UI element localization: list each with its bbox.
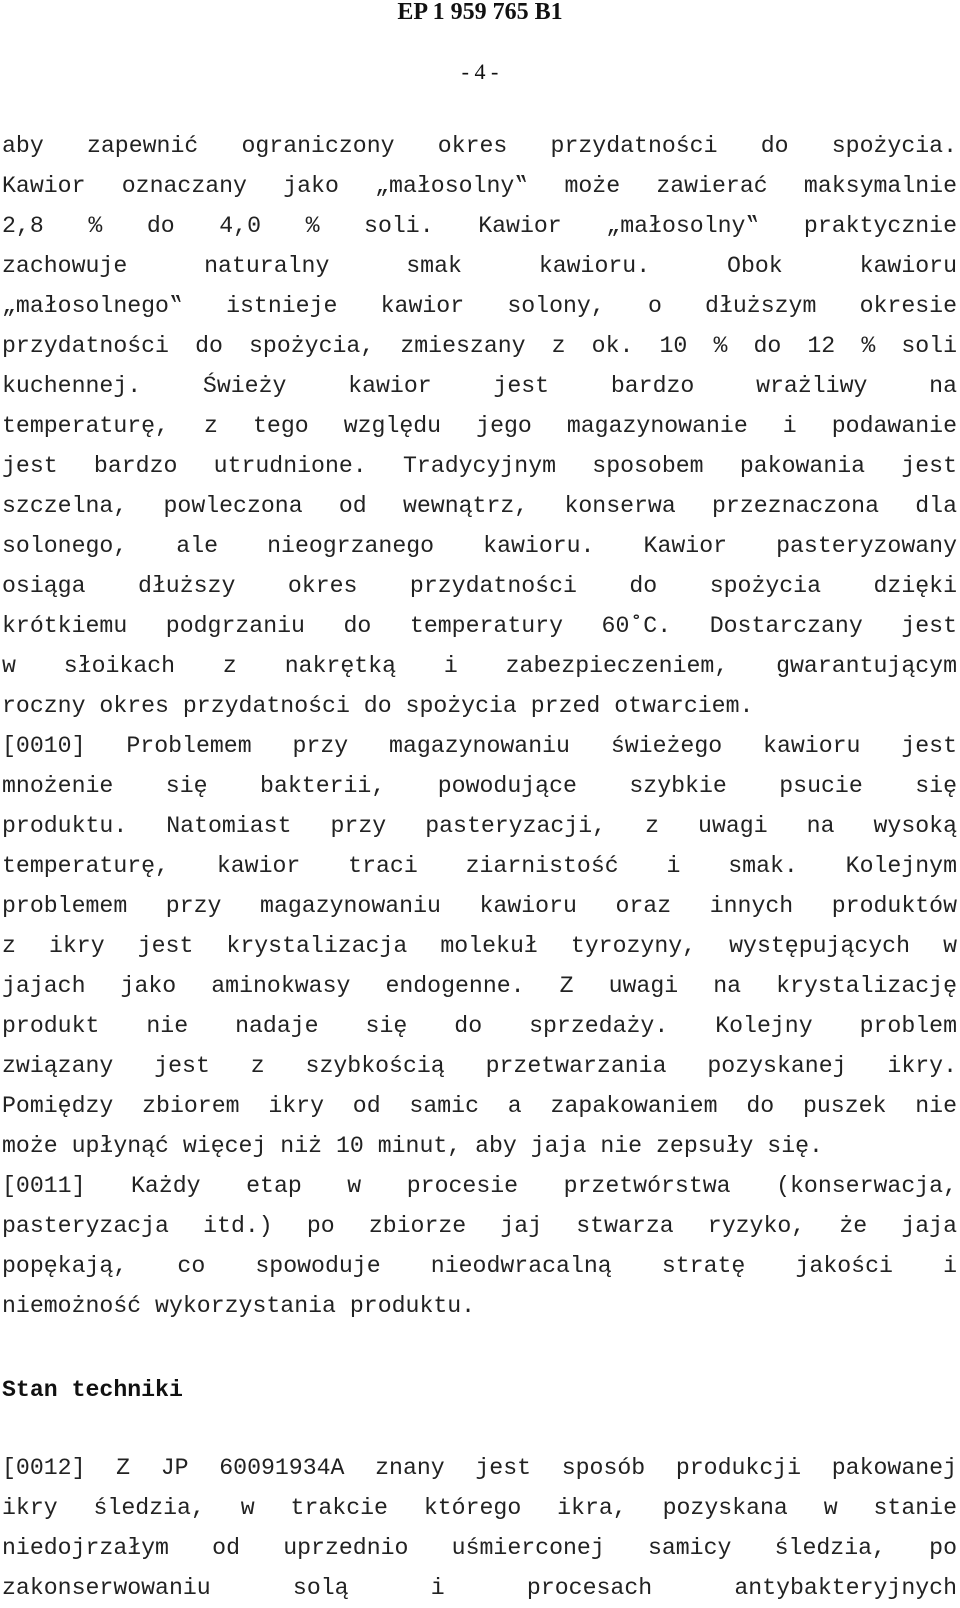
text-line: „małosolnego‟ istnieje kawior solony, o dłuższym okresie (2, 293, 957, 319)
text-line: Kawior oznaczany jako „małosolny‟ może zawierać maksymalnie (2, 173, 957, 199)
text-line: [0010] Problemem przy magazynowaniu świeżego kawioru jest (2, 733, 957, 759)
document-header: EP 1 959 765 B1 (397, 0, 563, 25)
section-heading: Stan techniki (2, 1377, 183, 1403)
text-line: zakonserwowaniu solą i procesach antybakteryjnych (2, 1575, 957, 1601)
paragraph-block-prior-art (2, 1448, 957, 1608)
text-line: popękają, co spowoduje nieodwracalną stratę jakości i (2, 1253, 957, 1279)
text-line: niemożność wykorzystania produktu. (2, 1293, 476, 1319)
text-line: produktu. Natomiast przy pasteryzacji, z uwagi na wysoką (2, 813, 957, 839)
text-line: mnożenie się bakterii, powodujące szybkie psucie się (2, 773, 957, 799)
text-line: produkt nie nadaje się do sprzedaży. Kolejny problem (2, 1013, 957, 1039)
text-line: ikry śledzia, w trakcie którego ikra, pozyskana w stanie (2, 1495, 957, 1521)
text-line: może upłynąć więcej niż 10 minut, aby jaja nie zepsuły się. (2, 1133, 823, 1159)
text-line: przydatności do spożycia, zmieszany z ok. 10 % do 12 % soli (2, 333, 957, 359)
text-line: osiąga dłuższy okres przydatności do spożycia dzięki (2, 573, 957, 599)
page-number: - 4 - (461, 59, 499, 84)
text-line: szczelna, powleczona od wewnątrz, konserwa przeznaczona dla (2, 493, 957, 519)
text-line: jest bardzo utrudnione. Tradycyjnym sposobem pakowania jest (2, 453, 957, 479)
text-line: z ikry jest krystalizacja molekuł tyrozyny, występujących w (2, 933, 957, 959)
text-line: Pomiędzy zbiorem ikry od samic a zapakowaniem do puszek nie (2, 1093, 957, 1119)
text-line: roczny okres przydatności do spożycia przed otwarciem. (2, 693, 754, 719)
text-line: niedojrzałym od uprzednio uśmierconej samicy śledzia, po (2, 1535, 957, 1561)
text-line: solonego, ale nieogrzanego kawioru. Kawior pasteryzowany (2, 533, 957, 559)
text-line: krótkiemu podgrzaniu do temperatury 60˚C. Dostarczany jest (2, 613, 957, 639)
text-line: zachowuje naturalny smak kawioru. Obok kawioru (2, 253, 957, 279)
text-line: w słoikach z nakrętką i zabezpieczeniem, gwarantującym (2, 653, 957, 679)
text-line: problemem przy magazynowaniu kawioru oraz innych produktów (2, 893, 957, 919)
paragraph-block-main (2, 126, 957, 1326)
text-line: aby zapewnić ograniczony okres przydatności do spożycia. (2, 133, 957, 159)
text-line: pasteryzacja itd.) po zbiorze jaj stwarza ryzyko, że jaja (2, 1213, 957, 1239)
text-line: [0011] Każdy etap w procesie przetwórstwa (konserwacja, (2, 1173, 957, 1199)
text-line: temperaturę, z tego względu jego magazynowanie i podawanie (2, 413, 957, 439)
text-line: [0012] Z JP 60091934A znany jest sposób produkcji pakowanej (2, 1455, 957, 1481)
text-line: 2,8 % do 4,0 % soli. Kawior „małosolny‟ praktycznie (2, 213, 957, 239)
text-line: kuchennej. Świeży kawior jest bardzo wrażliwy na (2, 373, 957, 399)
text-line: jajach jako aminokwasy endogenne. Z uwagi na krystalizację (2, 973, 957, 999)
text-line: temperaturę, kawior traci ziarnistość i smak. Kolejnym (2, 853, 957, 879)
text-line: związany jest z szybkością przetwarzania pozyskanej ikry. (2, 1053, 957, 1079)
